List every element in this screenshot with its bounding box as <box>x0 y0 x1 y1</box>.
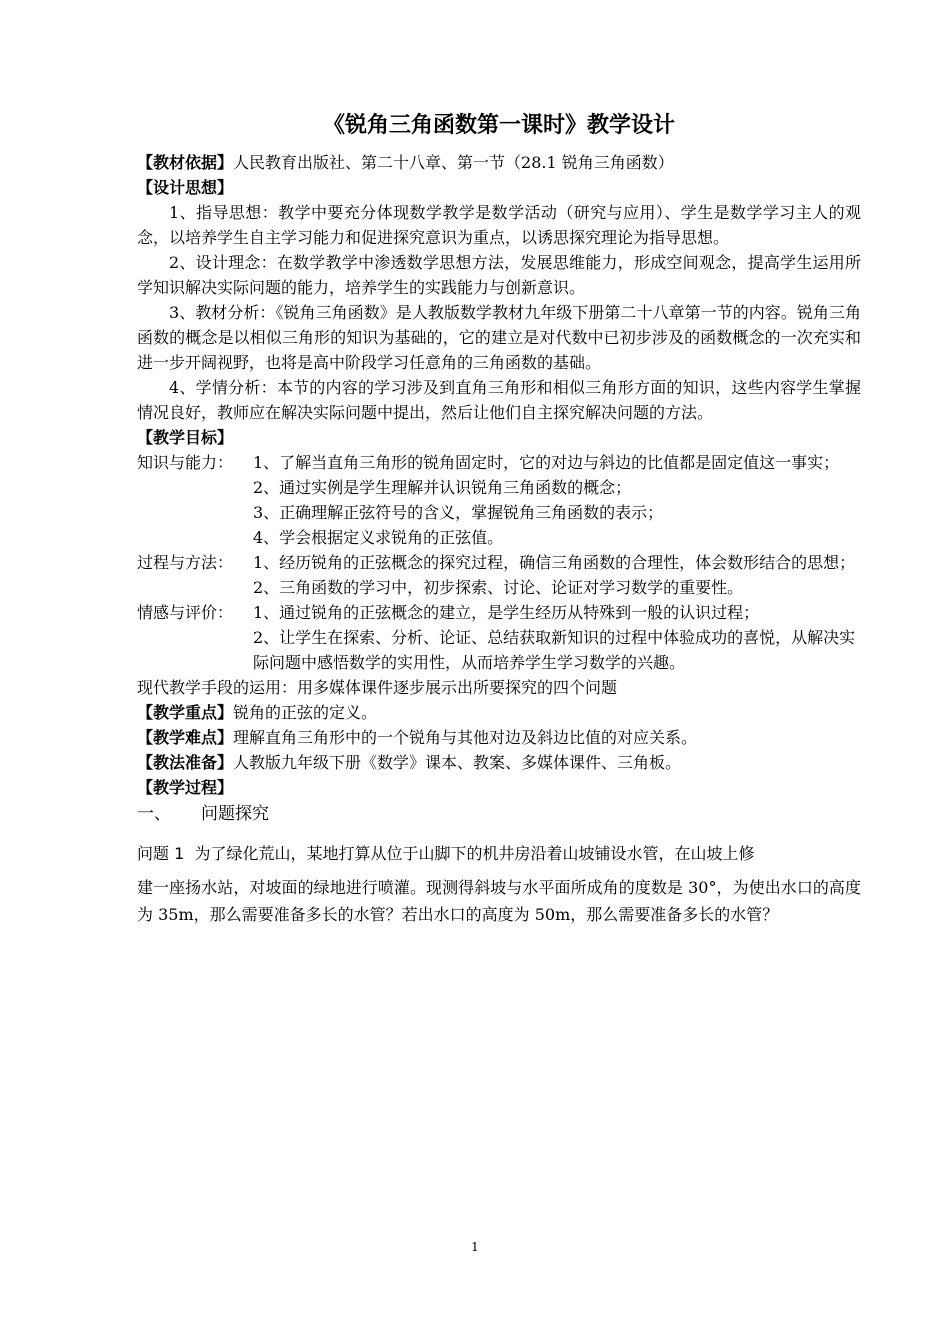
basis-text: 人民教育出版社、第二十八章、第一节（28.1 锐角三角函数） <box>233 153 674 172</box>
problem-line-1: 为了绿化荒山，某地打算从位于山脚下的机井房沿着山坡铺设水管，在山坡上修 <box>194 844 755 863</box>
goals-heading: 【教学目标】 <box>137 428 234 447</box>
problem-number: 问题 1 <box>137 844 185 863</box>
basis-row <box>137 150 861 175</box>
goal-item: 2、通过实例是学生理解并认识锐角三角函数的概念； <box>253 478 632 497</box>
difficulty-row <box>137 725 861 750</box>
key-label: 【教学重点】 <box>137 703 234 722</box>
goal-item: 1、通过锐角的正弦概念的建立，是学生经历从特殊到一般的认识过程； <box>253 603 760 622</box>
goal-group-label: 过程与方法： <box>137 553 234 572</box>
goal-group-label: 情感与评价： <box>137 603 234 622</box>
goal-group-knowledge <box>137 450 861 550</box>
difficulty-label: 【教学难点】 <box>137 728 234 747</box>
design-paragraph-3: 3、教材分析：《锐角三角函数》是人教版数学教材九年级下册第二十八章第一节的内容。锐角三角函数的概念是以相似三角形的知识为基础的，它的建立是对代数中已初步涉及的函数概念的一次充实和进一步开阔视野，也将是高中阶段学习任意角的三角函数的基础。 <box>137 303 861 372</box>
design-heading: 【设计思想】 <box>137 178 234 197</box>
prep-label: 【教法准备】 <box>137 753 234 772</box>
key-text: 锐角的正弦的定义。 <box>233 703 378 722</box>
step-heading <box>137 800 861 828</box>
basis-label: 【教材依据】 <box>137 153 234 172</box>
goal-group-emotion <box>137 600 861 675</box>
page-number: 1 <box>471 1240 479 1254</box>
step-number: 一、 <box>137 804 171 824</box>
step-title: 问题探究 <box>201 804 269 824</box>
goal-item: 3、正确理解正弦符号的含义，掌握锐角三角函数的表示； <box>253 503 664 522</box>
goal-item: 4、学会根据定义求锐角的正弦值。 <box>253 528 504 547</box>
problem-text: 建一座扬水站，对坡面的绿地进行喷灌。现测得斜坡与水平面所成角的度数是 30°，为使出水口的高度为 35m，那么需要准备多长的水管？若出水口的高度为 50m，那么需要准备多长的水管？ <box>137 878 861 924</box>
document-body <box>137 108 861 928</box>
goal-group-process <box>137 550 861 600</box>
goal-item: 1、经历锐角的正弦概念的探究过程，确信三角函数的合理性，体会数形结合的思想； <box>253 553 856 572</box>
design-paragraph-2: 2、设计理念：在数学教学中渗透数学思想方法，发展思维能力，形成空间观念，提高学生运用所学知识解决实际问题的能力，培养学生的实践能力与创新意识。 <box>137 253 861 297</box>
document-title: 《锐角三角函数第一课时》教学设计 <box>322 113 675 138</box>
prep-row <box>137 750 861 775</box>
goal-group-label: 知识与能力： <box>137 453 234 472</box>
key-row <box>137 700 861 725</box>
process-heading: 【教学过程】 <box>137 778 234 797</box>
goal-item: 2、三角函数的学习中，初步探索、讨论、论证对学习数学的重要性。 <box>253 578 744 597</box>
problem-1 <box>137 834 861 928</box>
goal-item: 1、了解当直角三角形的锐角固定时，它的对边与斜边的比值都是固定值这一事实； <box>253 453 840 472</box>
prep-text: 人教版九年级下册《数学》课本、教案、多媒体课件、三角板。 <box>233 753 682 772</box>
difficulty-text: 理解直角三角形中的一个锐角与其他对边及斜边比值的对应关系。 <box>233 728 698 747</box>
design-paragraph-4: 4、学情分析：本节的内容的学习涉及到直角三角形和相似三角形方面的知识，这些内容学生掌握情况良好，教师应在解决实际问题中提出，然后让他们自主探究解决问题的方法。 <box>137 378 861 422</box>
design-paragraph-1: 1、指导思想：教学中要充分体现数学教学是数学活动（研究与应用）、学生是数学学习主人的观念，以培养学生自主学习能力和促进探究意识为重点，以诱思探究理论为指导思想。 <box>137 203 861 247</box>
goal-item: 2、让学生在探索、分析、论证、总结获取新知识的过程中体验成功的喜悦，从解决实际问题中感悟数学的实用性，从而培养学生学习数学的兴趣。 <box>253 628 856 672</box>
media-line: 现代教学手段的运用：用多媒体课件逐步展示出所要探究的四个问题 <box>137 678 618 697</box>
